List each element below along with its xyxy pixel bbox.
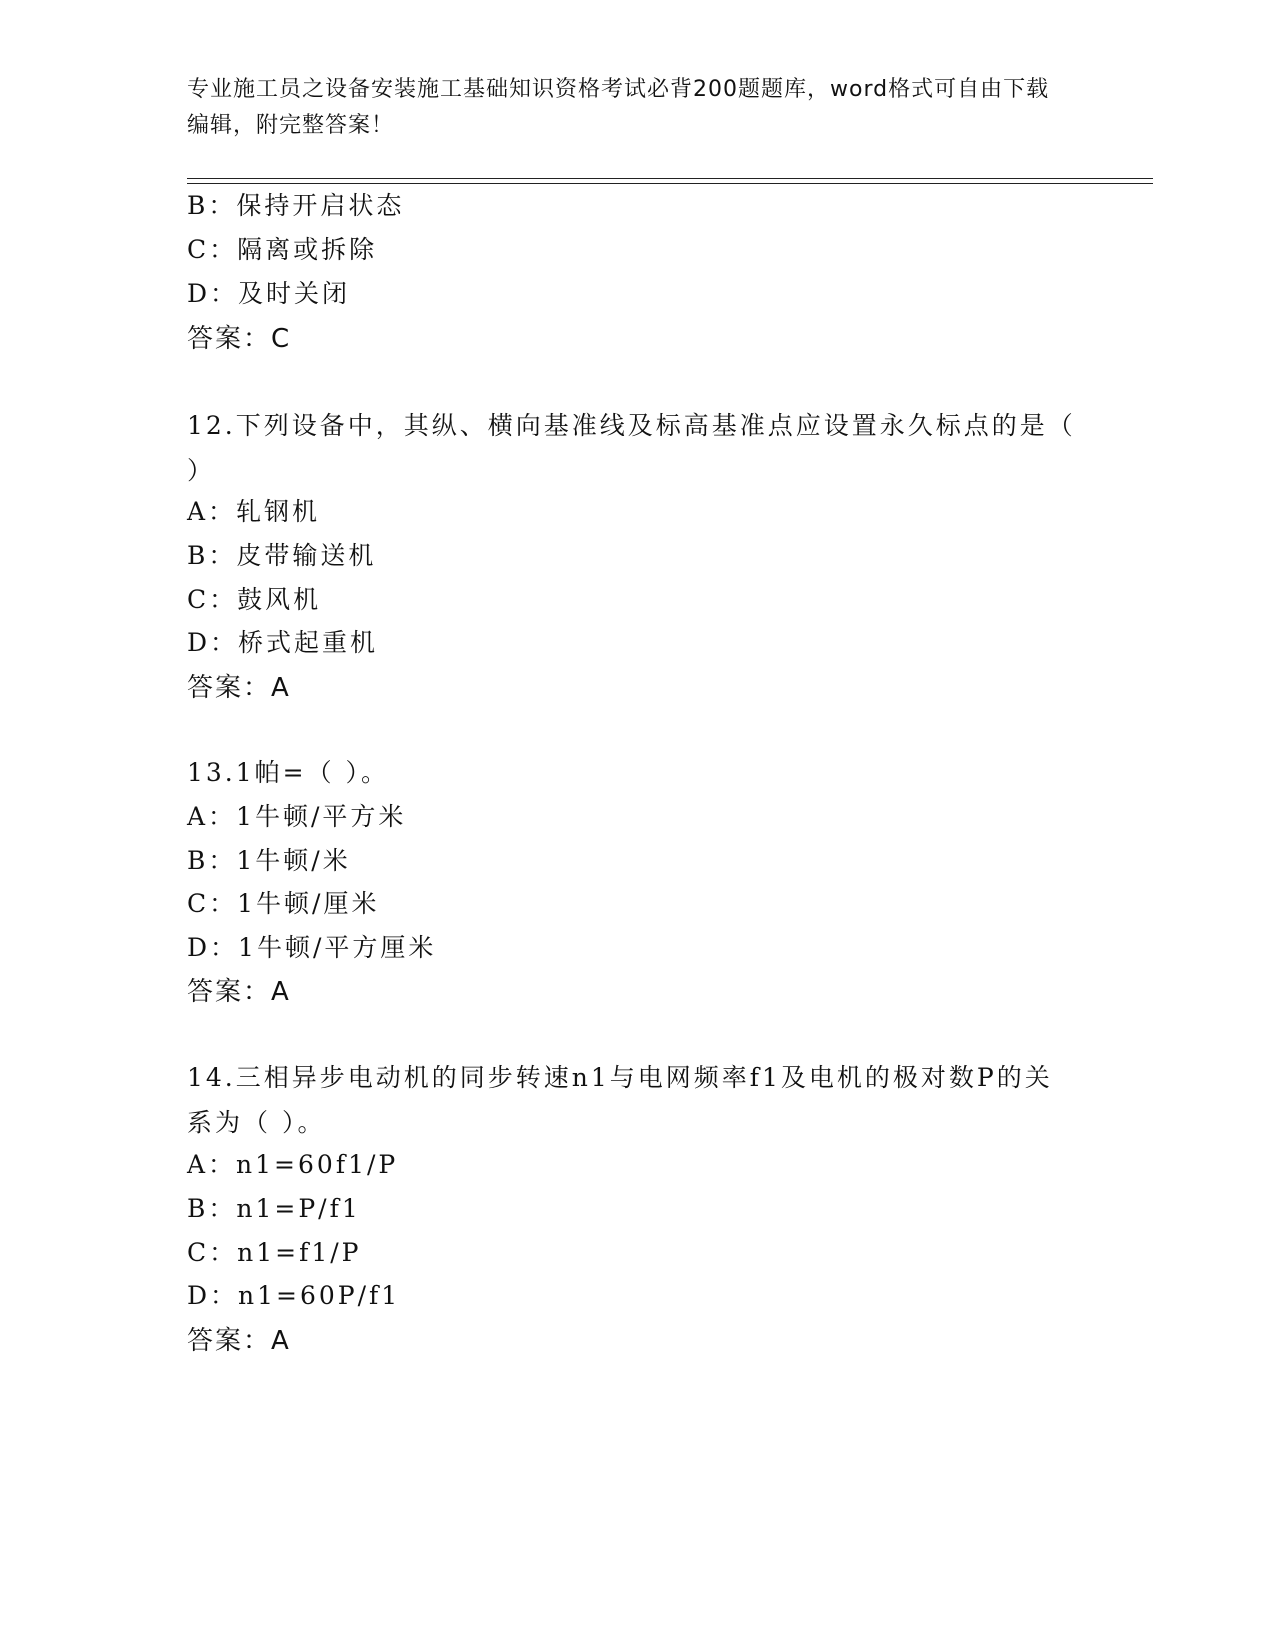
document-header-title: 专业施工员之设备安装施工基础知识资格考试必背200题题库，word格式可自由下载编辑，附完整答案！ [187, 77, 1050, 138]
q12-option-d: D：桥式起重机 [187, 628, 379, 657]
q12-option-a: A：轧钢机 [187, 497, 321, 526]
header-divider-bottom [187, 183, 1153, 184]
q13-stem: 13.1帕=（ ）。 [187, 758, 390, 787]
q11-option-b: B：保持开启状态 [187, 191, 405, 220]
q12-stem: 12.下列设备中，其纵、横向基准线及标高基准点应设置永久标点的是（ ） [187, 411, 1076, 485]
q13-answer: 答案：A [187, 977, 291, 1007]
q14-option-b: B：n1=P/f1 [187, 1194, 361, 1223]
q11-answer: 答案：C [187, 324, 292, 354]
q14-stem: 14.三相异步电动机的同步转速n1与电网频率f1及电机的极对数P的关系为（ ）。 [187, 1063, 1053, 1137]
q14-option-c: C：n1=f1/P [187, 1238, 362, 1267]
q14-answer: 答案：A [187, 1326, 291, 1356]
q11-option-c: C：隔离或拆除 [187, 235, 378, 264]
q13-option-c: C：1牛顿/厘米 [187, 889, 380, 918]
q11-option-d: D：及时关闭 [187, 279, 351, 308]
q13-option-a: A：1牛顿/平方米 [187, 802, 407, 831]
q13-option-b: B：1牛顿/米 [187, 846, 351, 875]
q14-option-d: D：n1=60P/f1 [187, 1281, 401, 1310]
q14-option-a: A：n1=60f1/P [187, 1150, 399, 1179]
q13-option-d: D：1牛顿/平方厘米 [187, 933, 437, 962]
header-divider-top [187, 178, 1153, 179]
q12-option-b: B：皮带输送机 [187, 541, 377, 570]
q12-answer: 答案：A [187, 673, 291, 703]
q12-option-c: C：鼓风机 [187, 585, 322, 614]
